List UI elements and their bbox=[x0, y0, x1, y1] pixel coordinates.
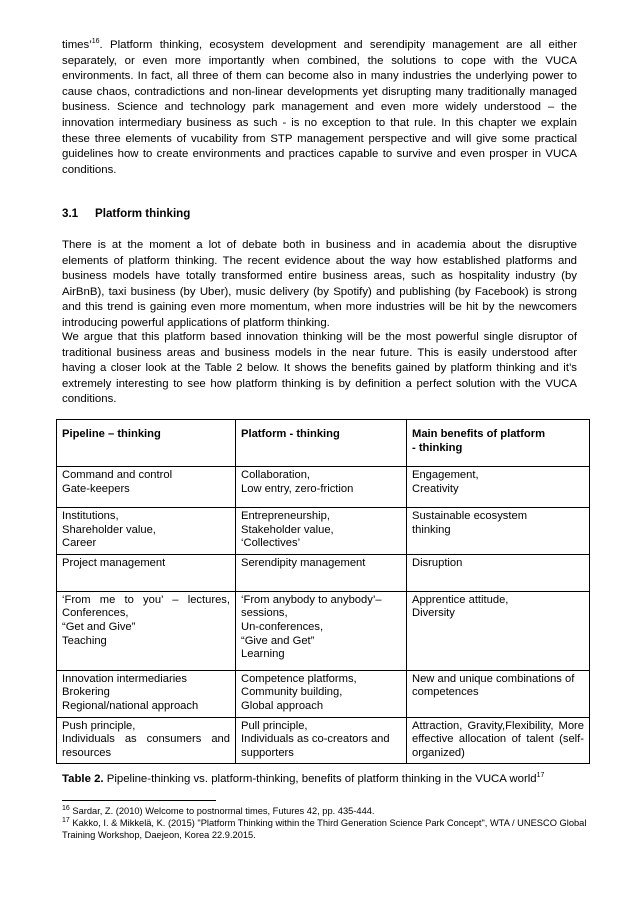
paragraph-2: We argue that this platform based innovation thinking will be the most powerful single disruptor of traditional business areas and business models in the near future. This is easily understood after having a closer look at the Table 2 below. It shows the benefits gained by platform thinking and it’s extremely interesting to see how platform thinking is by definition a perfect solution with the VUCA conditions. bbox=[62, 331, 577, 406]
footnote-16 bbox=[62, 806, 592, 818]
section-heading bbox=[62, 207, 190, 220]
table-cell: Engagement, Creativity bbox=[407, 467, 590, 508]
table-cell: New and unique combinations of competences bbox=[407, 670, 590, 717]
table-cell: Competence platforms, Community building, Global approach bbox=[236, 670, 407, 717]
intro-first-word: times’ bbox=[62, 39, 92, 51]
section-number: 3.1 bbox=[62, 207, 79, 220]
table-cell: Apprentice attitude, Diversity bbox=[407, 591, 590, 670]
table-header-row bbox=[57, 420, 590, 467]
table-cell: Disruption bbox=[407, 554, 590, 591]
intro-paragraph bbox=[62, 38, 577, 178]
footnote-ref-17[interactable]: 17 bbox=[536, 772, 545, 780]
table-cell: Push principle, Individuals as consumers and resources bbox=[57, 717, 236, 764]
table-header-cell: Pipeline – thinking bbox=[57, 420, 236, 467]
section-title: Platform thinking bbox=[95, 207, 191, 220]
table-cell: Serendipity management bbox=[236, 554, 407, 591]
table-cell: Command and control Gate-keepers bbox=[57, 467, 236, 508]
table-row bbox=[57, 717, 590, 764]
footnote-text: Sardar, Z. (2010) Welcome to postnormal times, Futures 42, pp. 435-444. bbox=[69, 806, 375, 816]
table-cell: ‘From anybody to anybody’– sessions, Un-conferences, “Give and Get” Learning bbox=[236, 591, 407, 670]
footnote-divider bbox=[62, 800, 216, 801]
table-cell: Pull principle, Individuals as co-creators and supporters bbox=[236, 717, 407, 764]
table-cell: Institutions, Shareholder value, Career bbox=[57, 508, 236, 555]
table-cell: Sustainable ecosystem thinking bbox=[407, 508, 590, 555]
caption-label: Table 2. bbox=[62, 773, 104, 785]
comparison-table bbox=[56, 419, 590, 764]
table-row bbox=[57, 670, 590, 717]
table-header-cell: Platform - thinking bbox=[236, 420, 407, 467]
table-row bbox=[57, 508, 590, 555]
intro-text: . Platform thinking, ecosystem development and serendipity management are all either separately, or even more importantly when combined, the solutions to cope with the VUCA environments. In fact, all three of them can become also in many industries the underlying power to cause chaos, contradictions and non-linear developments yet disrupting many traditionally managed business. Science and technology park management and even more widely understood – the innovation intermediary business as such - is no exception to that rule. In this chapter we explain these three elements of vucability from STP management perspective and will give some practical guidelines how to create environments and practices capable to survive and even prosper in VUCA conditions. bbox=[62, 39, 577, 176]
footnote-ref-16[interactable]: 16 bbox=[91, 38, 100, 46]
table-cell: Innovation intermediaries Brokering Regional/national approach bbox=[57, 670, 236, 717]
footnote-number: 17 bbox=[62, 816, 70, 824]
table-row bbox=[57, 554, 590, 591]
footnote-text: Kakko, I. & Mikkelä, K. (2015) "Platform Thinking within the Third Generation Science Park Concept", WTA / UNESCO Global Training Workshop, Daejeon, Korea 22.9.2015. bbox=[62, 818, 587, 840]
table-header-cell: Main benefits of platform - thinking bbox=[407, 420, 590, 467]
table-row bbox=[57, 467, 590, 508]
caption-text: Pipeline-thinking vs. platform-thinking, benefits of platform thinking in the VUCA world bbox=[103, 773, 537, 785]
paragraph-1: There is at the moment a lot of debate both in business and in academia about the disruptive elements of platform thinking. The recent evidence about the way how established platforms and business models have totally transformed entire business areas, such as hospitality industry (by AirBnB), taxi business (by Uber), music delivery (by Spotify) and publishing (by Facebook) is strong and this trend is gaining even more momentum, when more industries will be hit by the newcomers introducing powerful applications of platform thinking. bbox=[62, 239, 577, 329]
table-cell: Attraction, Gravity,Flexibility, More effective allocation of talent (self-organized) bbox=[407, 717, 590, 764]
table-caption bbox=[62, 773, 544, 785]
table-cell: Project management bbox=[57, 554, 236, 591]
footnote-17 bbox=[62, 818, 592, 841]
table-cell: Entrepreneurship, Stakeholder value, ‘Collectives’ bbox=[236, 508, 407, 555]
table-cell: Collaboration, Low entry, zero-friction bbox=[236, 467, 407, 508]
footnote-number: 16 bbox=[62, 804, 70, 812]
table-cell: ‘From me to you’ – lectures, Conferences, “Get and Give” Teaching bbox=[57, 591, 236, 670]
table-row bbox=[57, 591, 590, 670]
